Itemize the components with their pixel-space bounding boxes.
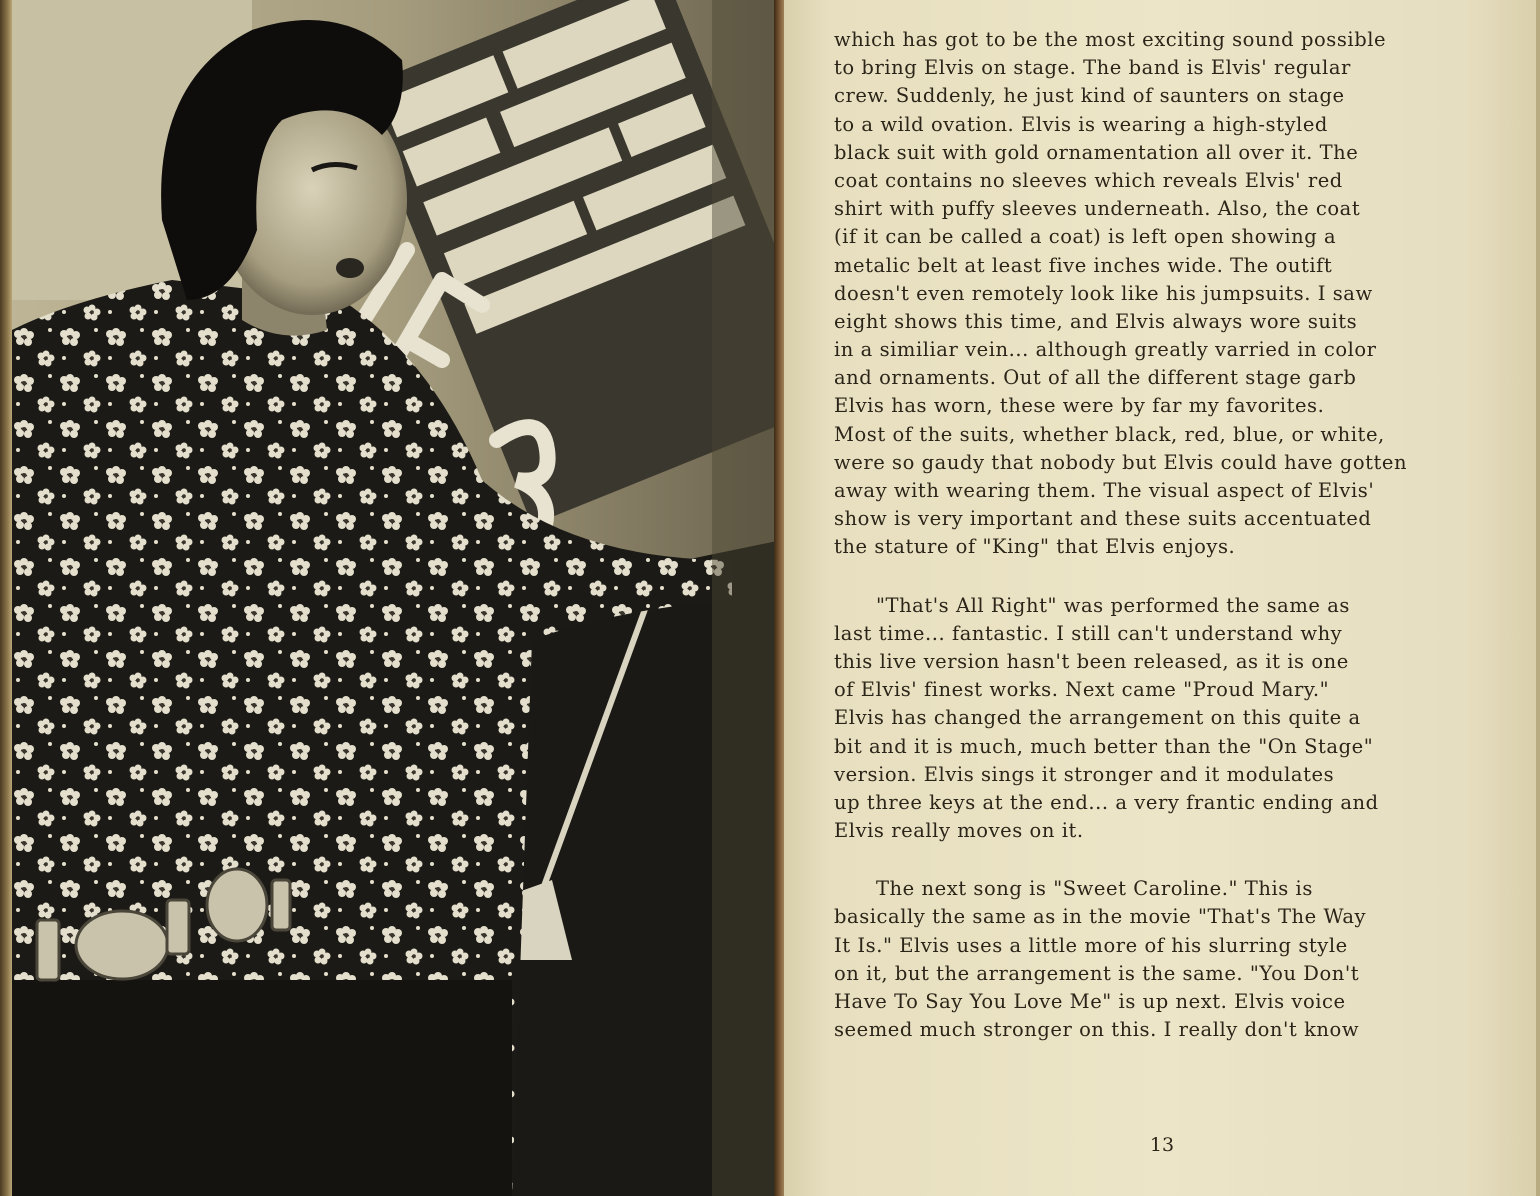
text-line: last time... fantastic. I still can't understand why — [834, 621, 1343, 645]
text-line: in a similiar vein... although greatly varried in color — [834, 338, 1377, 362]
text-line: The next song is "Sweet Caroline." This is — [876, 877, 1313, 901]
paragraph — [834, 26, 1524, 562]
book-cover-edge — [0, 0, 12, 1196]
text-line: (if it can be called a coat) is left open showing a — [834, 225, 1337, 249]
text-line: of Elvis' finest works. Next came "Proud Mary." — [834, 678, 1330, 702]
text-line: and ornaments. Out of all the different stage garb — [834, 366, 1357, 390]
text-line: the stature of "King" that Elvis enjoys. — [834, 535, 1236, 559]
text-line: Elvis has worn, these were by far my favorites. — [834, 394, 1325, 418]
paragraph — [834, 592, 1524, 846]
text-line: Elvis really moves on it. — [834, 819, 1084, 843]
text-page — [784, 0, 1540, 1196]
text-line: black suit with gold ornamentation all over it. The — [834, 140, 1359, 164]
text-line: eight shows this time, and Elvis always wore suits — [834, 309, 1358, 333]
text-line: which has got to be the most exciting sound possible — [834, 28, 1387, 51]
text-line: version. Elvis sings it stronger and it modulates — [834, 762, 1335, 786]
paragraph — [834, 875, 1524, 1044]
text-line: shirt with puffy sleeves underneath. Also, the coat — [834, 197, 1361, 221]
text-line: show is very important and these suits accentuated — [834, 507, 1372, 531]
paragraph-gap — [834, 562, 1524, 592]
text-line: were so gaudy that nobody but Elvis could have gotten — [834, 450, 1408, 474]
text-line: It Is." Elvis uses a little more of his slurring style — [834, 933, 1348, 957]
text-line: basically the same as in the movie "That's The Way — [834, 905, 1367, 929]
photo-icon — [12, 0, 774, 1196]
text-line: Most of the suits, whether black, red, blue, or white, — [834, 422, 1385, 446]
text-line: metalic belt at least five inches wide. The outift — [834, 253, 1333, 277]
text-line: bit and it is much, much better than the "On Stage" — [834, 734, 1374, 758]
text-line: up three keys at the end... a very frantic ending and — [834, 790, 1379, 814]
text-line: away with wearing them. The visual aspect of Elvis' — [834, 479, 1375, 502]
text-line: Have To Say You Love Me" is up next. Elvis voice — [834, 990, 1346, 1013]
text-line: doesn't even remotely look like his jumpsuits. I saw — [834, 281, 1373, 305]
text-line: on it, but the arrangement is the same. "You Don't — [834, 961, 1360, 985]
page-edge — [1536, 0, 1540, 1196]
text-line: crew. Suddenly, he just kind of saunters on stage — [834, 84, 1345, 108]
text-line: Elvis has changed the arrangement on this quite a — [834, 706, 1361, 730]
text-line: this live version hasn't been released, as it is one — [834, 649, 1349, 673]
photo-page — [12, 0, 774, 1196]
book-gutter — [774, 0, 784, 1196]
paragraph-gap — [834, 845, 1524, 875]
text-line: coat contains no sleeves which reveals Elvis' red — [834, 168, 1343, 192]
text-line: to bring Elvis on stage. The band is Elvis' regular — [834, 56, 1351, 80]
page-number: 13 — [1149, 1134, 1175, 1156]
text-line: "That's All Right" was performed the same as — [876, 593, 1350, 617]
text-line: to a wild ovation. Elvis is wearing a high-styled — [834, 112, 1328, 136]
text-line: seemed much stronger on this. I really don't know — [834, 1018, 1360, 1042]
page-text — [834, 26, 1524, 1044]
